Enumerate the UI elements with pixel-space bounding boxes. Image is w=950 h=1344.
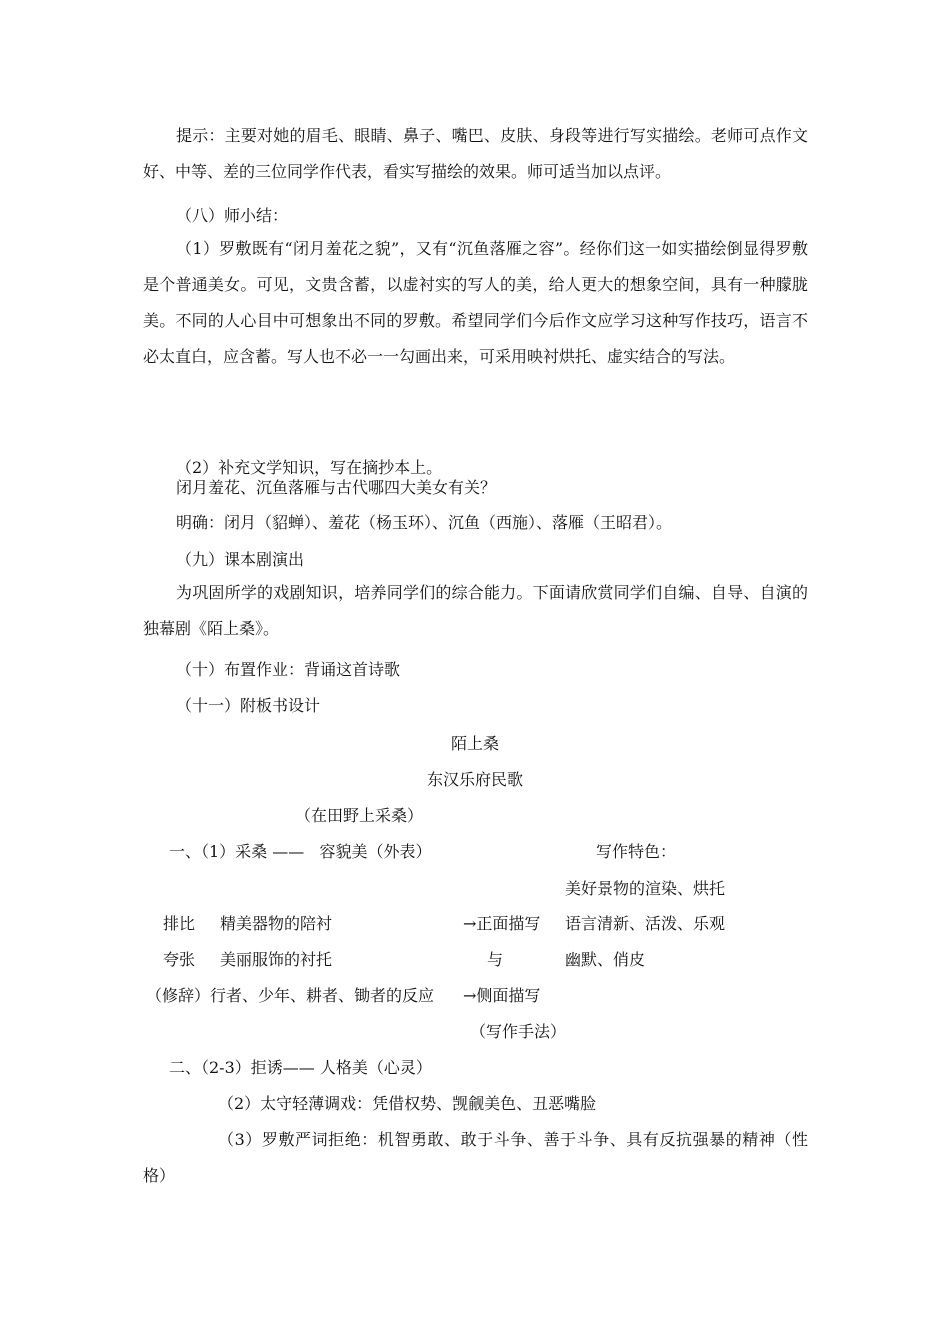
board-scene: （在田野上采桑） xyxy=(295,806,424,825)
board-heading: （十一）附板书设计 xyxy=(176,696,321,715)
hint-paragraph: 提示：主要对她的眉毛、眼睛、鼻子、嘴巴、皮肤、身段等进行写实描绘。老师可点作文好、中等、差的三位同学作代表，看实写描绘的效果。师可适当加以点评。 xyxy=(143,126,808,181)
board-title: 陌上桑 xyxy=(450,734,499,753)
board-section-2: 二、（2-3）拒诱—— 人格美（心灵） xyxy=(169,1058,432,1077)
board-sub-2: （2）太守轻薄调戏：凭借权势、觊觎美色、丑恶嘴脸 xyxy=(218,1094,597,1113)
board-subtitle: 东汉乐府民歌 xyxy=(426,770,523,789)
rhetoric-1: 排比 xyxy=(163,914,196,933)
summary-paragraph-1: （1）罗敷既有“闭月羞花之貌”，又有“沉鱼落雁之容”。经你们这一如实描绘倒显得罗敷是个普通美女。可见，文贵含蓄，以虚衬实的写人的美，给人更大的想象空间，具有一种朦胧美。不同的人心目中可想象出不同的罗敷。希望同学们今后作文应学习这种写作技巧，语言不必太直白，应含蓄。写人也不必一一勾画出来，可采用映衬烘托、虚实结合的写法。 xyxy=(143,239,808,366)
technique-label: （写作手法） xyxy=(470,1022,567,1041)
rhetoric-3: （修辞） xyxy=(146,986,211,1005)
summary-heading: （八）师小结： xyxy=(176,206,289,225)
board-section-1: 一、（1）采桑 —— 容貌美（外表） xyxy=(169,842,432,861)
detail-2: 美丽服饰的衬托 xyxy=(220,950,333,969)
detail-1: 精美器物的陪衬 xyxy=(220,914,333,933)
drama-paragraph: 为巩固所学的戏剧知识，培养同学们的综合能力。下面请欣赏同学们自编、自导、自演的独幕剧《陌上桑》。 xyxy=(143,583,808,638)
arrow-side-description: →侧面描写 xyxy=(463,986,541,1005)
feature-1: 美好景物的渲染、烘托 xyxy=(565,879,726,898)
detail-3: 行者、少年、耕者、锄者的反应 xyxy=(210,986,435,1005)
answer-line: 明确：闭月（貂蝉）、羞花（杨玉环）、沉鱼（西施）、落雁（王昭君）。 xyxy=(176,513,673,532)
features-label: 写作特色： xyxy=(596,842,677,861)
board-sub-3: （3）罗敷严词拒绝：机智勇敢、敢于斗争、善于斗争、具有反抗强暴的精神（性格） xyxy=(143,1130,808,1185)
rhetoric-2: 夸张 xyxy=(163,950,196,969)
homework-line: （十）布置作业：背诵这首诗歌 xyxy=(176,660,401,679)
summary-item-2: （2）补充文学知识，写在摘抄本上。 xyxy=(176,458,443,477)
arrow-front-description: →正面描写 xyxy=(463,914,541,933)
feature-3: 幽默、俏皮 xyxy=(565,950,646,969)
question-line: 闭月羞花、沉鱼落雁与古代哪四大美女有关？ xyxy=(176,478,497,497)
drama-heading: （九）课本剧演出 xyxy=(176,550,305,569)
connector: 与 xyxy=(487,950,504,969)
feature-2: 语言清新、活泼、乐观 xyxy=(565,914,726,933)
